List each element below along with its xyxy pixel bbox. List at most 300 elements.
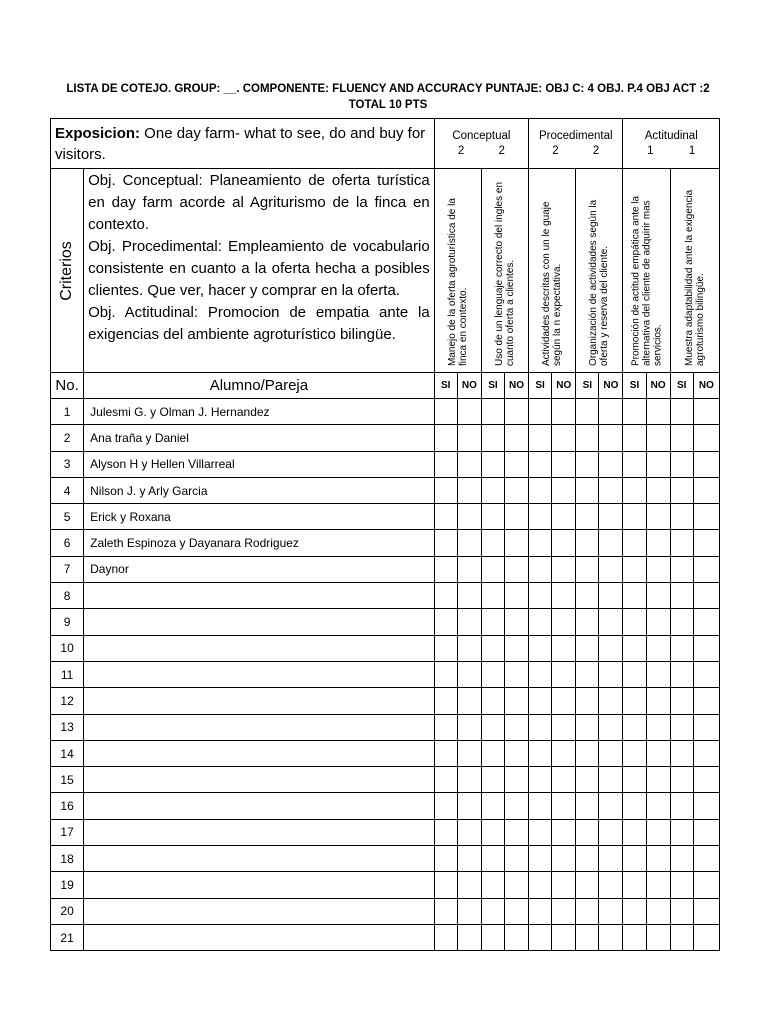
si-checkbox-cell[interactable] [481, 530, 504, 556]
no-checkbox-cell[interactable] [552, 898, 576, 924]
no-checkbox-cell[interactable] [457, 635, 481, 661]
table-row [51, 688, 720, 714]
si-checkbox-cell[interactable] [434, 872, 457, 898]
no-checkbox-cell[interactable] [693, 819, 719, 845]
no-checkbox-cell[interactable] [552, 504, 576, 530]
si-checkbox-cell[interactable] [576, 740, 599, 766]
si-checkbox-cell[interactable] [623, 793, 646, 819]
criterion-text: Promoción de actitud empática ante la alternativa del cliente de adquirir mas servicios. [630, 195, 664, 366]
no-checkbox-cell[interactable] [599, 872, 623, 898]
no-checkbox-cell[interactable] [552, 530, 576, 556]
table-row [51, 425, 720, 451]
no-checkbox-cell[interactable] [599, 740, 623, 766]
no-checkbox-cell[interactable] [599, 609, 623, 635]
no-checkbox-cell[interactable] [552, 556, 576, 582]
table-row [51, 609, 720, 635]
no-checkbox-cell[interactable] [504, 635, 528, 661]
si-checkbox-cell[interactable] [434, 661, 457, 687]
student-name [84, 846, 435, 872]
no-checkbox-cell[interactable] [504, 740, 528, 766]
row-number: 6 [51, 530, 84, 556]
si-checkbox-cell[interactable] [529, 714, 552, 740]
si-checkbox-cell[interactable] [481, 846, 504, 872]
no-checkbox-cell[interactable] [504, 504, 528, 530]
si-checkbox-cell[interactable] [670, 767, 693, 793]
si-checkbox-cell[interactable] [576, 477, 599, 503]
no-checkbox-cell[interactable] [646, 924, 670, 950]
no-checkbox-cell[interactable] [646, 846, 670, 872]
no-checkbox-cell[interactable] [646, 898, 670, 924]
si-checkbox-cell[interactable] [481, 661, 504, 687]
si-checkbox-cell[interactable] [434, 714, 457, 740]
si-checkbox-cell[interactable] [434, 846, 457, 872]
si-checkbox-cell[interactable] [670, 793, 693, 819]
no-checkbox-cell[interactable] [646, 688, 670, 714]
si-checkbox-cell[interactable] [623, 451, 646, 477]
no-checkbox-cell[interactable] [693, 924, 719, 950]
no-checkbox-cell[interactable] [599, 688, 623, 714]
si-checkbox-cell[interactable] [670, 399, 693, 425]
no-checkbox-cell[interactable] [693, 425, 719, 451]
si-checkbox-cell[interactable] [623, 688, 646, 714]
si-checkbox-cell[interactable] [529, 793, 552, 819]
si-checkbox-cell[interactable] [481, 793, 504, 819]
header-no-col: NO [457, 373, 481, 399]
criterion-cell [576, 169, 623, 373]
no-checkbox-cell[interactable] [599, 924, 623, 950]
no-checkbox-cell[interactable] [552, 846, 576, 872]
si-checkbox-cell[interactable] [481, 898, 504, 924]
table-row [51, 583, 720, 609]
no-checkbox-cell[interactable] [504, 451, 528, 477]
no-checkbox-cell[interactable] [457, 793, 481, 819]
no-checkbox-cell[interactable] [693, 504, 719, 530]
si-checkbox-cell[interactable] [434, 819, 457, 845]
si-checkbox-cell[interactable] [529, 504, 552, 530]
si-checkbox-cell[interactable] [529, 819, 552, 845]
si-checkbox-cell[interactable] [481, 688, 504, 714]
table-row [51, 767, 720, 793]
objective-procedimental: Obj. Procedimental: Empleamiento de vocabulario consistente en cuanto a la oferta hecha a posibles clientes. Que ver, hacer y comprar en la oferta. [88, 238, 430, 299]
si-checkbox-cell[interactable] [670, 898, 693, 924]
si-checkbox-cell[interactable] [670, 714, 693, 740]
group-actitudinal [623, 119, 720, 169]
no-checkbox-cell[interactable] [693, 714, 719, 740]
si-checkbox-cell[interactable] [670, 451, 693, 477]
si-checkbox-cell[interactable] [576, 846, 599, 872]
student-name: Erick y Roxana [84, 504, 435, 530]
no-checkbox-cell[interactable] [646, 556, 670, 582]
no-checkbox-cell[interactable] [693, 451, 719, 477]
no-checkbox-cell[interactable] [504, 898, 528, 924]
si-checkbox-cell[interactable] [529, 661, 552, 687]
si-checkbox-cell[interactable] [623, 872, 646, 898]
si-checkbox-cell[interactable] [529, 530, 552, 556]
si-checkbox-cell[interactable] [576, 688, 599, 714]
si-checkbox-cell[interactable] [576, 451, 599, 477]
si-checkbox-cell[interactable] [529, 898, 552, 924]
no-checkbox-cell[interactable] [457, 767, 481, 793]
no-checkbox-cell[interactable] [646, 661, 670, 687]
no-checkbox-cell[interactable] [693, 740, 719, 766]
no-checkbox-cell[interactable] [646, 425, 670, 451]
no-checkbox-cell[interactable] [599, 898, 623, 924]
no-checkbox-cell[interactable] [504, 609, 528, 635]
no-checkbox-cell[interactable] [552, 477, 576, 503]
header-line-2: TOTAL 10 PTS [348, 99, 428, 111]
si-checkbox-cell[interactable] [481, 714, 504, 740]
no-checkbox-cell[interactable] [646, 583, 670, 609]
no-checkbox-cell[interactable] [457, 425, 481, 451]
criterion-cell [529, 169, 576, 373]
si-checkbox-cell[interactable] [623, 635, 646, 661]
si-checkbox-cell[interactable] [576, 661, 599, 687]
si-checkbox-cell[interactable] [576, 609, 599, 635]
table-row [51, 740, 720, 766]
no-checkbox-cell[interactable] [552, 399, 576, 425]
no-checkbox-cell[interactable] [457, 477, 481, 503]
si-checkbox-cell[interactable] [434, 635, 457, 661]
si-checkbox-cell[interactable] [434, 583, 457, 609]
si-checkbox-cell[interactable] [670, 661, 693, 687]
group-points: 2 [457, 145, 465, 157]
si-checkbox-cell[interactable] [623, 924, 646, 950]
si-checkbox-cell[interactable] [576, 872, 599, 898]
si-checkbox-cell[interactable] [670, 635, 693, 661]
si-checkbox-cell[interactable] [576, 635, 599, 661]
si-checkbox-cell[interactable] [623, 609, 646, 635]
no-checkbox-cell[interactable] [457, 740, 481, 766]
no-checkbox-cell[interactable] [457, 399, 481, 425]
si-checkbox-cell[interactable] [481, 767, 504, 793]
no-checkbox-cell[interactable] [599, 767, 623, 793]
no-checkbox-cell[interactable] [552, 635, 576, 661]
si-checkbox-cell[interactable] [670, 819, 693, 845]
no-checkbox-cell[interactable] [693, 898, 719, 924]
si-checkbox-cell[interactable] [529, 924, 552, 950]
si-checkbox-cell[interactable] [434, 504, 457, 530]
si-checkbox-cell[interactable] [670, 504, 693, 530]
si-checkbox-cell[interactable] [481, 635, 504, 661]
no-checkbox-cell[interactable] [599, 583, 623, 609]
si-checkbox-cell[interactable] [481, 399, 504, 425]
si-checkbox-cell[interactable] [481, 425, 504, 451]
no-checkbox-cell[interactable] [693, 661, 719, 687]
no-checkbox-cell[interactable] [552, 740, 576, 766]
no-checkbox-cell[interactable] [457, 583, 481, 609]
exposicion-label: Exposicion: [55, 125, 141, 142]
si-checkbox-cell[interactable] [434, 556, 457, 582]
si-checkbox-cell[interactable] [670, 530, 693, 556]
si-checkbox-cell[interactable] [623, 767, 646, 793]
no-checkbox-cell[interactable] [599, 556, 623, 582]
si-checkbox-cell[interactable] [670, 688, 693, 714]
table-row [51, 793, 720, 819]
no-checkbox-cell[interactable] [504, 793, 528, 819]
si-checkbox-cell[interactable] [670, 872, 693, 898]
no-checkbox-cell[interactable] [599, 477, 623, 503]
student-name [84, 924, 435, 950]
si-checkbox-cell[interactable] [529, 846, 552, 872]
si-checkbox-cell[interactable] [576, 425, 599, 451]
si-checkbox-cell[interactable] [529, 688, 552, 714]
no-checkbox-cell[interactable] [504, 924, 528, 950]
si-checkbox-cell[interactable] [670, 425, 693, 451]
no-checkbox-cell[interactable] [457, 504, 481, 530]
no-checkbox-cell[interactable] [552, 767, 576, 793]
si-checkbox-cell[interactable] [623, 898, 646, 924]
criterion-cell [481, 169, 528, 373]
group-conceptual [434, 119, 528, 169]
no-checkbox-cell[interactable] [504, 661, 528, 687]
si-checkbox-cell[interactable] [576, 819, 599, 845]
no-checkbox-cell[interactable] [504, 819, 528, 845]
no-checkbox-cell[interactable] [552, 609, 576, 635]
si-checkbox-cell[interactable] [623, 556, 646, 582]
si-checkbox-cell[interactable] [481, 872, 504, 898]
si-checkbox-cell[interactable] [481, 504, 504, 530]
si-checkbox-cell[interactable] [576, 530, 599, 556]
no-checkbox-cell[interactable] [504, 477, 528, 503]
table-row [51, 504, 720, 530]
no-checkbox-cell[interactable] [599, 530, 623, 556]
no-checkbox-cell[interactable] [552, 819, 576, 845]
si-checkbox-cell[interactable] [576, 767, 599, 793]
no-checkbox-cell[interactable] [457, 714, 481, 740]
si-checkbox-cell[interactable] [529, 635, 552, 661]
exposicion-row [51, 119, 720, 169]
no-checkbox-cell[interactable] [646, 530, 670, 556]
si-checkbox-cell[interactable] [529, 609, 552, 635]
no-checkbox-cell[interactable] [504, 872, 528, 898]
si-checkbox-cell[interactable] [434, 530, 457, 556]
student-name [84, 740, 435, 766]
si-checkbox-cell[interactable] [670, 556, 693, 582]
header-no-col: NO [693, 373, 719, 399]
si-checkbox-cell[interactable] [434, 609, 457, 635]
no-checkbox-cell[interactable] [457, 530, 481, 556]
no-checkbox-cell[interactable] [457, 846, 481, 872]
si-checkbox-cell[interactable] [529, 399, 552, 425]
si-checkbox-cell[interactable] [434, 399, 457, 425]
si-checkbox-cell[interactable] [529, 872, 552, 898]
no-checkbox-cell[interactable] [504, 846, 528, 872]
si-checkbox-cell[interactable] [434, 425, 457, 451]
no-checkbox-cell[interactable] [599, 714, 623, 740]
no-checkbox-cell[interactable] [646, 477, 670, 503]
no-checkbox-cell[interactable] [457, 924, 481, 950]
no-checkbox-cell[interactable] [599, 661, 623, 687]
si-checkbox-cell[interactable] [481, 819, 504, 845]
header-si: SI [529, 373, 552, 399]
student-name: Daynor [84, 556, 435, 582]
no-checkbox-cell[interactable] [646, 767, 670, 793]
no-checkbox-cell[interactable] [552, 451, 576, 477]
si-checkbox-cell[interactable] [576, 898, 599, 924]
no-checkbox-cell[interactable] [599, 793, 623, 819]
si-checkbox-cell[interactable] [481, 609, 504, 635]
no-checkbox-cell[interactable] [646, 740, 670, 766]
no-checkbox-cell[interactable] [504, 530, 528, 556]
row-number: 14 [51, 740, 84, 766]
si-checkbox-cell[interactable] [434, 793, 457, 819]
no-checkbox-cell[interactable] [504, 556, 528, 582]
si-checkbox-cell[interactable] [481, 556, 504, 582]
no-checkbox-cell[interactable] [552, 793, 576, 819]
student-name: Julesmi G. y Olman J. Hernandez [84, 399, 435, 425]
table-row [51, 556, 720, 582]
no-checkbox-cell[interactable] [646, 399, 670, 425]
si-checkbox-cell[interactable] [529, 583, 552, 609]
si-checkbox-cell[interactable] [434, 451, 457, 477]
no-checkbox-cell[interactable] [646, 872, 670, 898]
row-number: 2 [51, 425, 84, 451]
si-checkbox-cell[interactable] [623, 819, 646, 845]
no-checkbox-cell[interactable] [504, 767, 528, 793]
no-checkbox-cell[interactable] [457, 556, 481, 582]
no-checkbox-cell[interactable] [646, 504, 670, 530]
no-checkbox-cell[interactable] [552, 872, 576, 898]
no-checkbox-cell[interactable] [552, 583, 576, 609]
group-name: Procedimental [539, 130, 613, 142]
si-checkbox-cell[interactable] [529, 477, 552, 503]
header-no: No. [51, 373, 84, 399]
student-name [84, 635, 435, 661]
table-row [51, 898, 720, 924]
si-checkbox-cell[interactable] [481, 477, 504, 503]
si-checkbox-cell[interactable] [623, 504, 646, 530]
si-checkbox-cell[interactable] [576, 556, 599, 582]
no-checkbox-cell[interactable] [693, 872, 719, 898]
si-checkbox-cell[interactable] [481, 451, 504, 477]
si-checkbox-cell[interactable] [434, 924, 457, 950]
si-checkbox-cell[interactable] [623, 399, 646, 425]
no-checkbox-cell[interactable] [693, 635, 719, 661]
si-checkbox-cell[interactable] [670, 609, 693, 635]
si-checkbox-cell[interactable] [623, 530, 646, 556]
no-checkbox-cell[interactable] [646, 819, 670, 845]
si-checkbox-cell[interactable] [670, 924, 693, 950]
si-checkbox-cell[interactable] [576, 793, 599, 819]
no-checkbox-cell[interactable] [693, 793, 719, 819]
no-checkbox-cell[interactable] [646, 714, 670, 740]
student-name [84, 898, 435, 924]
si-checkbox-cell[interactable] [576, 583, 599, 609]
student-name [84, 661, 435, 687]
no-checkbox-cell[interactable] [693, 477, 719, 503]
no-checkbox-cell[interactable] [693, 767, 719, 793]
si-checkbox-cell[interactable] [623, 661, 646, 687]
no-checkbox-cell[interactable] [599, 399, 623, 425]
row-number: 1 [51, 399, 84, 425]
si-checkbox-cell[interactable] [576, 504, 599, 530]
no-checkbox-cell[interactable] [646, 635, 670, 661]
si-checkbox-cell[interactable] [576, 924, 599, 950]
no-checkbox-cell[interactable] [552, 661, 576, 687]
no-checkbox-cell[interactable] [457, 609, 481, 635]
exposicion-cell [51, 119, 435, 169]
row-number: 9 [51, 609, 84, 635]
si-checkbox-cell[interactable] [434, 477, 457, 503]
si-checkbox-cell[interactable] [481, 924, 504, 950]
si-checkbox-cell[interactable] [481, 583, 504, 609]
si-checkbox-cell[interactable] [670, 583, 693, 609]
si-checkbox-cell[interactable] [623, 740, 646, 766]
no-checkbox-cell[interactable] [693, 688, 719, 714]
no-checkbox-cell[interactable] [552, 714, 576, 740]
si-checkbox-cell[interactable] [529, 740, 552, 766]
no-checkbox-cell[interactable] [693, 609, 719, 635]
si-checkbox-cell[interactable] [434, 898, 457, 924]
no-checkbox-cell[interactable] [457, 898, 481, 924]
no-checkbox-cell[interactable] [693, 583, 719, 609]
no-checkbox-cell[interactable] [504, 688, 528, 714]
group-procedimental [529, 119, 623, 169]
table-row [51, 661, 720, 687]
si-checkbox-cell[interactable] [623, 583, 646, 609]
no-checkbox-cell[interactable] [552, 924, 576, 950]
no-checkbox-cell[interactable] [457, 451, 481, 477]
no-checkbox-cell[interactable] [693, 846, 719, 872]
row-number: 16 [51, 793, 84, 819]
objective-conceptual: Obj. Conceptual: Planeamiento de oferta turística en day farm acorde al Agriturismo de la finca en contexto. [88, 172, 430, 233]
si-checkbox-cell[interactable] [529, 425, 552, 451]
no-checkbox-cell[interactable] [693, 399, 719, 425]
si-checkbox-cell[interactable] [434, 740, 457, 766]
no-checkbox-cell[interactable] [504, 425, 528, 451]
si-checkbox-cell[interactable] [529, 767, 552, 793]
si-checkbox-cell[interactable] [670, 846, 693, 872]
no-checkbox-cell[interactable] [552, 425, 576, 451]
si-checkbox-cell[interactable] [529, 451, 552, 477]
no-checkbox-cell[interactable] [599, 451, 623, 477]
si-checkbox-cell[interactable] [670, 477, 693, 503]
no-checkbox-cell[interactable] [693, 530, 719, 556]
no-checkbox-cell[interactable] [599, 425, 623, 451]
no-checkbox-cell[interactable] [646, 609, 670, 635]
si-checkbox-cell[interactable] [481, 740, 504, 766]
no-checkbox-cell[interactable] [599, 504, 623, 530]
no-checkbox-cell[interactable] [552, 688, 576, 714]
no-checkbox-cell[interactable] [504, 399, 528, 425]
si-checkbox-cell[interactable] [434, 688, 457, 714]
no-checkbox-cell[interactable] [599, 819, 623, 845]
si-checkbox-cell[interactable] [623, 425, 646, 451]
si-checkbox-cell[interactable] [670, 740, 693, 766]
no-checkbox-cell[interactable] [457, 819, 481, 845]
no-checkbox-cell[interactable] [504, 714, 528, 740]
si-checkbox-cell[interactable] [529, 556, 552, 582]
si-checkbox-cell[interactable] [623, 714, 646, 740]
no-checkbox-cell[interactable] [646, 451, 670, 477]
si-checkbox-cell[interactable] [576, 399, 599, 425]
no-checkbox-cell[interactable] [646, 793, 670, 819]
no-checkbox-cell[interactable] [504, 583, 528, 609]
student-name [84, 793, 435, 819]
no-checkbox-cell[interactable] [599, 846, 623, 872]
si-checkbox-cell[interactable] [623, 477, 646, 503]
no-checkbox-cell[interactable] [693, 556, 719, 582]
no-checkbox-cell[interactable] [457, 661, 481, 687]
no-checkbox-cell[interactable] [457, 688, 481, 714]
row-number: 17 [51, 819, 84, 845]
si-checkbox-cell[interactable] [576, 714, 599, 740]
no-checkbox-cell[interactable] [599, 635, 623, 661]
si-checkbox-cell[interactable] [434, 767, 457, 793]
row-number: 8 [51, 583, 84, 609]
no-checkbox-cell[interactable] [457, 872, 481, 898]
si-checkbox-cell[interactable] [623, 846, 646, 872]
